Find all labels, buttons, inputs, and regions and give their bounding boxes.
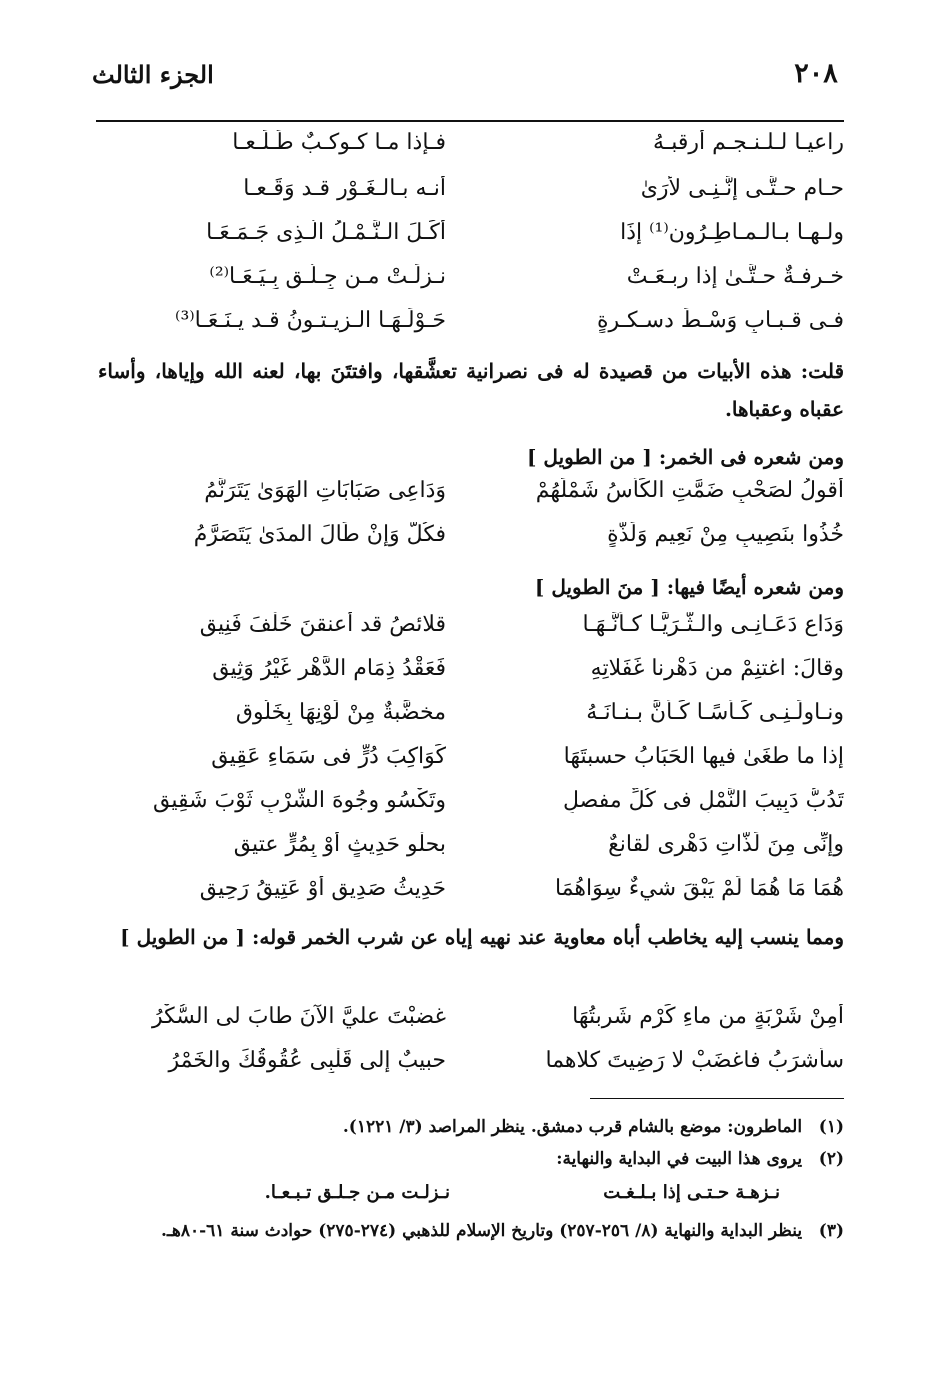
verse-first-hemistich: نـزهـة حـتـى إذا بـلـغـت [603,1182,780,1203]
section-intro-second-wine-poem: ومن شعره أيضًا فيها: [ منَ الطويل ] [534,575,844,599]
poem2-verse-2 [96,522,844,562]
verse-first-hemistich: حـام حـتَّـى إنَّـنِـى لأرَىٰ [640,176,844,201]
poem3-verse-1 [96,612,844,652]
verse-second-hemistich: نـزلـت مـن جـلـق تـبـعـا. [264,1182,450,1203]
verse-first-hemistich: أمِنْ شَرْبَةٍ من ماءِ كَرْمٍ شَرِبتُهَا [572,1004,844,1029]
poem4-verse-2 [96,1048,844,1088]
poem3-verse-7 [96,876,844,916]
footnote-marker: (٢) [818,1149,844,1169]
footnote-text: يروى هذا البيت في البداية والنهاية: [556,1149,803,1169]
verse-first-hemistich: هُمَا مَا هُمَا لَمْ يَبْقَ شيءٌ سِوَاهُمَا [555,876,844,901]
poem1-verse-2 [96,176,844,216]
commentary-paragraph: قلت: هذه الأبيات من قصيدة له فى نصرانية تعشَّقها، وافتتَنَ بها، لعنه الله وإياها، وأساء عقباه وعقباها. [98,359,844,421]
verse-second-hemistich: وتَكْسُو وجُوهَ الشَّرْبِ ثَوْبَ شَقِيقِ [152,788,446,813]
verse-second-hemistich: بحلْوِ حَدِيثٍ أَوْ بِمُرٍّ عتيقِ [233,832,446,857]
page-number: ٢٠٨ [794,58,838,89]
verse-first-hemistich: خُذُوا بنَصِيبٍ مِنْ نَعِيمٍ وَلَذَّةٍ [607,522,844,547]
verse-second-hemistich: وَدَاعِى صَبَابَاتِ الهَوَىٰ يَتَرَنَّمُ [204,478,446,503]
verse-first-hemistich: راعيـا لـلـنـجـم أرقبـهُ [652,130,844,155]
verse-first-hemistich: خـرفـةٌ حـتَّـىٰ إذا ربـعَـتْ [626,264,844,289]
poem3-verse-6 [96,832,844,872]
verse-second-hemistich: حَـوْلَـهَـا الـزيـتـونُ قـد يـنَـعَـا⁽³⁾ [175,308,446,333]
verse-first-hemistich: إذا ما طغَىٰ فيها الحَبَابُ حسبتَهَا [563,744,844,769]
poem1-verse-1 [96,130,844,170]
poem1-verse-4 [96,264,844,304]
verse-first-hemistich: وقالَ: اغتنِمْ من دَهْرنا غَفَلاتِهِ [590,656,844,681]
footnote-marker: (١) [818,1117,844,1137]
verse-first-hemistich: سأشرَبُ فاغضَبْ لا رَضِيتَ كلاهما [545,1048,844,1073]
poem3-verse-3 [96,700,844,740]
verse-first-hemistich: فـى قـبـابٍ وَسْـطَ دسـكـرةٍ [596,308,844,333]
verse-second-hemistich: أنـه بـالـغَـوْر قـد وَقَـعـا [243,176,446,201]
verse-second-hemistich: فكُلٌّ وَإنْ طَالَ المدَىٰ يَتَصَرَّمُ [193,522,446,547]
poem1-verse-3 [96,220,844,260]
verse-second-hemistich: غضبْتَ عليَّ الآنَ طابَ لى السُّكْرُ [151,1004,446,1029]
poem3-verse-5 [96,788,844,828]
poem3-verse-4 [96,744,844,784]
verse-second-hemistich: قلائصُ قد أعنقنَ خَلْفَ فَنِيقِ [199,612,446,637]
verse-first-hemistich: وَدَاعٍ دَعَـانِـى والـثُّـرَيَّـا كـأنَّـهَـا [582,612,844,637]
footnote-marker: (٣) [818,1221,844,1241]
verse-second-hemistich: حبيبٌ إلى قَلْبِى عُقُوقُكَ والخَمْرُ [168,1048,446,1073]
verse-second-hemistich: نـزلَـتْ مـن جِـلَّـقٍ بِـيَـعَـا⁽²⁾ [209,264,446,289]
running-header-title: الجزء الثالث [92,60,214,89]
footnote-separator [590,1098,844,1099]
verse-first-hemistich: ونـاولَـنِـى كَـأْسًـا كَـأنَّ بـنـانَـهُ [586,700,844,725]
section-intro-wine-poem: ومن شعره فى الخمر: [ من الطويل ] [527,445,844,469]
footnote-1 [98,1112,844,1142]
verse-first-hemistich: أقولُ لصَحْبٍ ضَمَّتِ الكَأسُ شَمْلَهُمْ [535,478,844,503]
footnote-text: ينظر البداية والنهاية (٨/ ٢٥٦-٢٥٧) وتاريخ الإسلام للذهبي (٢٧٤-٢٧٥) حوادث سنة ٦١-٨٠هـ. [160,1221,803,1241]
section-intro-address-to-father: ومما ينسب إليه يخاطب أباه معاوية عند نهيه إياه عن شرب الخمر قوله: [ من الطويل ] [120,925,844,949]
verse-second-hemistich: كَوَاكِبَ دُرٍّ فى سَمَاءِ عَقِيقِ [211,744,446,769]
verse-first-hemistich: ولـهـا بـالـمـاطِـرُون⁽¹⁾ إذَا [620,220,844,245]
verse-second-hemistich: مخضَّبةٌ مِنْ لَوْنِهَا بِخَلُوقِ [235,700,446,725]
verse-second-hemistich: حَدِيثُ صَدِيقٍ أَوْ عَتِيقُ رَحِيقِ [199,876,446,901]
poem1-verse-5 [96,308,844,348]
poem2-verse-1 [96,478,844,518]
footnote-text: الماطرون: موضع بالشام قرب دمشق. ينظر المراصد (٣/ ١٢٢١). [342,1117,803,1137]
verse-second-hemistich: فـإذا مـا كـوكـبٌ طَـلَـعـا [232,130,446,155]
verse-second-hemistich: أَكَـلَ الـنَّـمْـلُ الَّـذِى جَـمَـعَـا [206,220,446,245]
poem4-verse-1 [96,1004,844,1044]
verse-first-hemistich: تَدُبُّ دَبِيبَ النَّمْلِ فى كُلِّ مفصلٍ [563,788,844,813]
verse-first-hemistich: وإنِّى مِنَ لَذَّاتِ دَهْرِى لقانعٌ [608,832,844,857]
footnote-3 [98,1216,844,1246]
footnote-2 [98,1144,844,1174]
verse-second-hemistich: فَعَقْدُ ذِمَامِ الدَّهْرِ غَيْرُ وَثِيقِ [212,656,446,681]
header-rule [96,120,844,122]
poem3-verse-2 [96,656,844,696]
